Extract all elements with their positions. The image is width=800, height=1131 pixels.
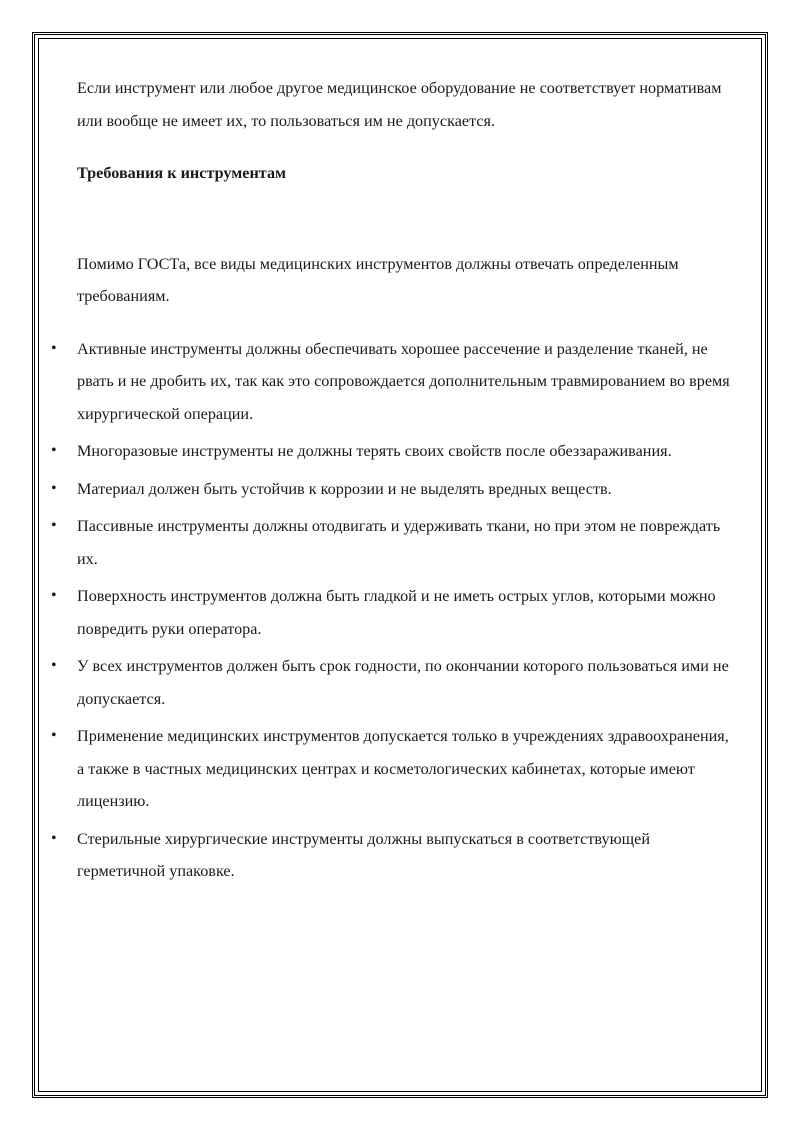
list-item bbox=[51, 650, 737, 715]
section-intro-paragraph: Помимо ГОСТа, все виды медицинских инструментов должны отвечать определенным требованиям. bbox=[77, 254, 679, 305]
list-item-text: Материал должен быть устойчив к коррозии и не выделять вредных веществ. bbox=[77, 479, 612, 498]
list-item-text: Многоразовые инструменты не должны терять своих свойств после обеззараживания. bbox=[77, 442, 672, 460]
bullet-icon: • bbox=[51, 517, 57, 534]
list-item-text: Поверхность инструментов должна быть гладкой и не иметь острых углов, которыми можно повредить руки оператора. bbox=[77, 587, 716, 638]
requirements-list bbox=[51, 333, 737, 888]
bullet-icon: • bbox=[51, 587, 57, 604]
list-item bbox=[51, 333, 737, 431]
bullet-icon: • bbox=[51, 442, 57, 459]
list-item-text: Применение медицинских инструментов допускается только в учреждениях здравоохранения, а также в частных медицинских центрах и косметологических кабинетах, которые имеют лицензию. bbox=[77, 727, 729, 810]
bullet-icon: • bbox=[51, 829, 57, 847]
bullet-icon: • bbox=[51, 657, 57, 674]
list-item bbox=[51, 580, 737, 645]
intro-paragraph: Если инструмент или любое другое медицинское оборудование не соответствует нормативам или вообще не имеет их, то пользоваться им не допускается. bbox=[77, 79, 722, 130]
bullet-icon: • bbox=[51, 727, 57, 744]
list-item-text: Активные инструменты должны обеспечивать хорошее рассечение и разделение тканей, не рвать и не дробить их, так как это сопровождается дополнительным травмированием во время хирургической операции. bbox=[77, 339, 730, 423]
section-heading: Требования к инструментам bbox=[77, 164, 287, 182]
bullet-icon: • bbox=[51, 339, 57, 357]
list-item bbox=[51, 473, 737, 506]
bullet-icon: • bbox=[51, 479, 57, 497]
list-item bbox=[51, 823, 737, 888]
list-item-text: Пассивные инструменты должны отодвигать и удерживать ткани, но при этом не повреждать их. bbox=[77, 517, 721, 568]
list-item bbox=[51, 510, 737, 575]
list-item-text: Стерильные хирургические инструменты должны выпускаться в соответствующей герметичной упаковке. bbox=[77, 829, 650, 880]
document-body bbox=[51, 72, 737, 893]
list-item-text: У всех инструментов должен быть срок годности, по окончании которого пользоваться ими не допускается. bbox=[77, 657, 729, 708]
list-item bbox=[51, 720, 737, 818]
list-item bbox=[51, 435, 737, 468]
